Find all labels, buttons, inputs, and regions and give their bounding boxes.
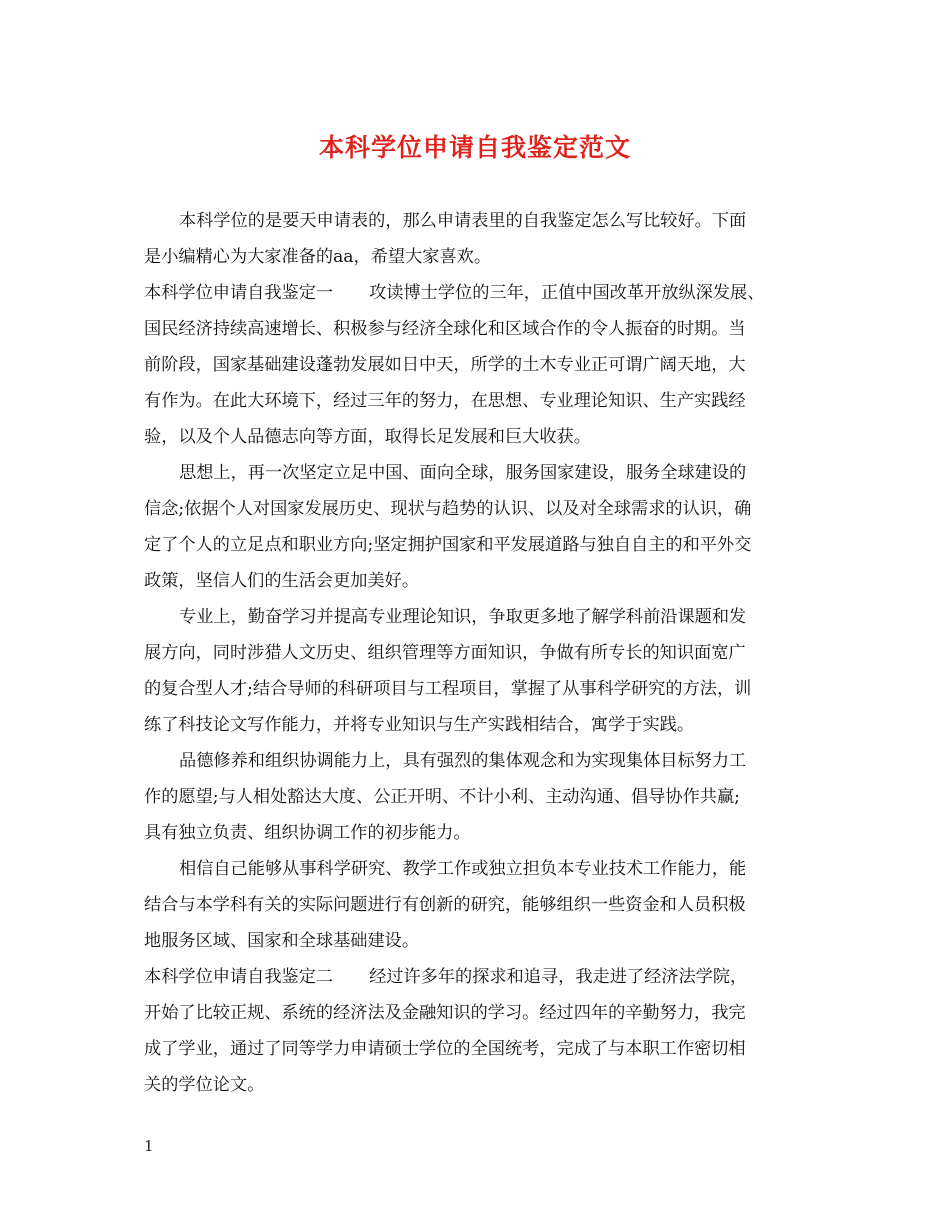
paragraph-line: 专业上，勤奋学习并提高专业理论知识，争取更多地了解学科前沿课题和发 — [179, 607, 747, 627]
paragraph-line: 思想上，再一次坚定立足中国、面向全球，服务国家建设，服务全球建设的 — [179, 463, 747, 483]
paragraph-line: 信念;依据个人对国家发展历史、现状与趋势的认识、以及对全球需求的认识，确 — [144, 499, 752, 519]
paragraph-line: 作的愿望;与人相处豁达大度、公正开明、不计小利、主动沟通、倡导协作共赢; — [144, 787, 740, 807]
page-number: 1 — [144, 1137, 154, 1155]
document-title: 本科学位申请自我鉴定范文 — [318, 133, 631, 162]
paragraph-line: 成了学业，通过了同等学力申请硕士学位的全国统考，完成了与本职工作密切相 — [144, 1039, 746, 1059]
paragraph-line: 是小编精心为大家准备的aa，希望大家喜欢。 — [144, 247, 492, 267]
paragraph-line: 练了科技论文写作能力，并将专业知识与生产实践相结合，寓学于实践。 — [144, 715, 695, 735]
paragraph-text: 攻读博士学位的三年，正值中国改革开放纵深发展、 — [369, 283, 765, 303]
paragraph-line: 的复合型人才;结合导师的科研项目与工程项目，掌握了从事科学研究的方法，训 — [144, 679, 752, 699]
paragraph-line: 国民经济持续高速增长、积极参与经济全球化和区域合作的令人振奋的时期。当 — [144, 319, 746, 339]
section-heading-line — [144, 275, 812, 311]
paragraph-line: 前阶段，国家基础建设蓬勃发展如日中天，所学的土木专业正可谓广阔天地，大 — [144, 355, 746, 375]
paragraph-line: 有作为。在此大环境下，经过三年的努力，在思想、专业理论知识、生产实践经 — [144, 391, 746, 411]
document-body — [144, 203, 812, 1103]
paragraph-line: 具有独立负责、组织协调工作的初步能力。 — [144, 823, 471, 843]
paragraph-line: 地服务区域、国家和全球基础建设。 — [144, 931, 420, 951]
section-heading: 本科学位申请自我鉴定二 — [144, 967, 334, 987]
paragraph-line: 本科学位的是要天申请表的，那么申请表里的自我鉴定怎么写比较好。下面 — [179, 211, 747, 231]
paragraph-line: 开始了比较正规、系统的经济法及金融知识的学习。经过四年的辛勤努力，我完 — [144, 1003, 746, 1023]
paragraph-text: 经过许多年的探求和追寻，我走进了经济法学院， — [369, 967, 748, 987]
section-heading-line — [144, 959, 812, 995]
paragraph-line: 验，以及个人品德志向等方面，取得长足发展和巨大收获。 — [144, 427, 591, 447]
paragraph-line: 结合与本学科有关的实际问题进行有创新的研究，能够组织一些资金和人员积极 — [144, 895, 746, 915]
paragraph-line: 品德修养和组织协调能力上，具有强烈的集体观念和为实现集体目标努力工 — [179, 751, 747, 771]
paragraph-line: 政策，坚信人们的生活会更加美好。 — [144, 571, 420, 591]
paragraph-line: 关的学位论文。 — [144, 1075, 265, 1095]
section-heading: 本科学位申请自我鉴定一 — [144, 283, 334, 303]
paragraph-line: 定了个人的立足点和职业方向;坚定拥护国家和平发展道路与独自自主的和平外交 — [144, 535, 752, 555]
paragraph-line: 展方向，同时涉猎人文历史、组织管理等方面知识，争做有所专长的知识面宽广 — [144, 643, 746, 663]
paragraph-line: 相信自己能够从事科学研究、教学工作或独立担负本专业技术工作能力，能 — [179, 859, 747, 879]
